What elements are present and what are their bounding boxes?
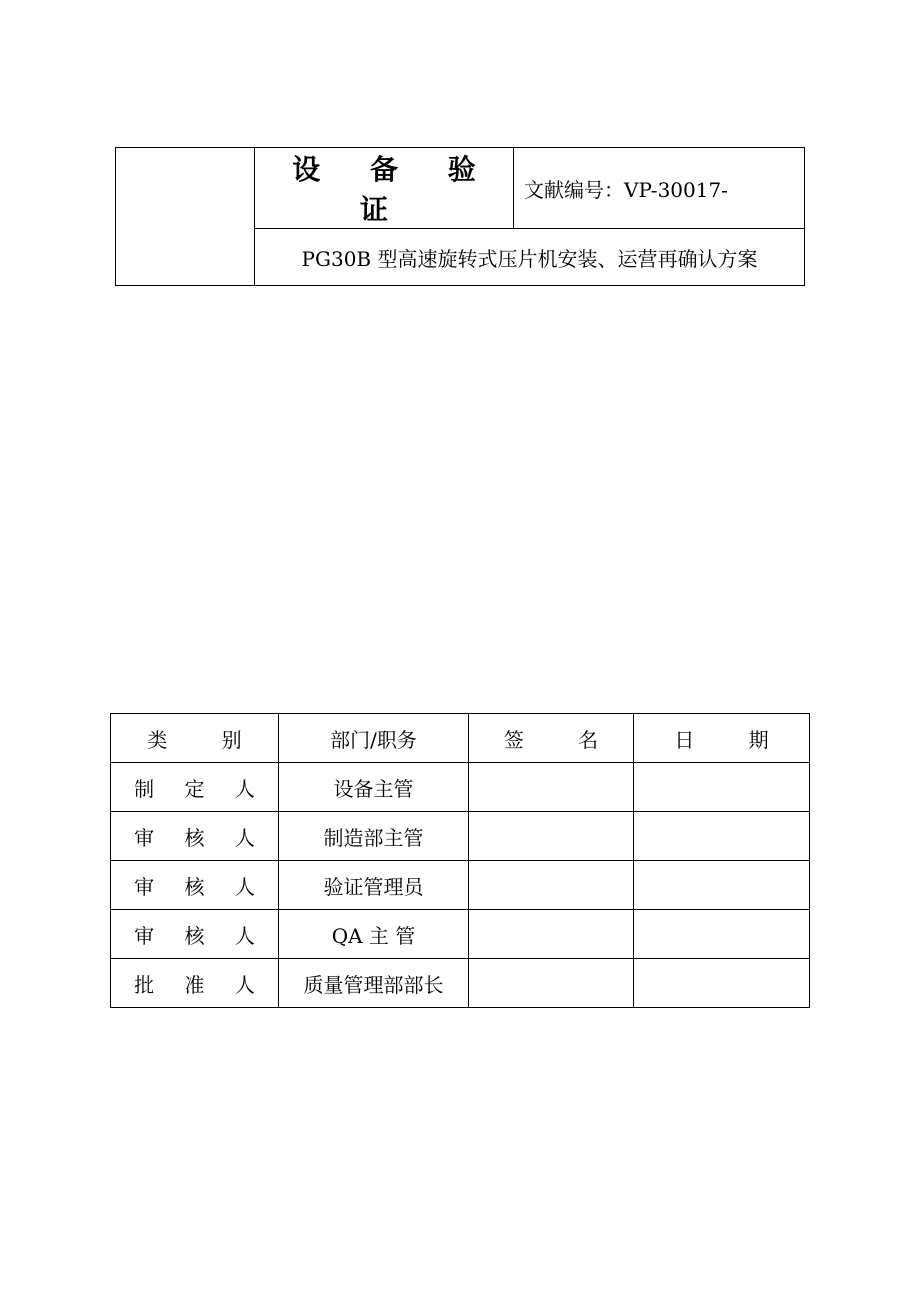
table-header-row bbox=[111, 714, 810, 763]
document-header bbox=[115, 147, 805, 286]
row-department: 验证管理员 bbox=[279, 861, 469, 910]
table-row bbox=[111, 812, 810, 861]
row-category: 制 定 人 bbox=[111, 763, 279, 812]
signature-cell[interactable] bbox=[469, 812, 634, 861]
header-category: 类 别 bbox=[111, 714, 279, 763]
row-department: 制造部主管 bbox=[279, 812, 469, 861]
logo-cell bbox=[116, 148, 255, 286]
table-row bbox=[111, 959, 810, 1008]
date-cell[interactable] bbox=[634, 910, 810, 959]
approval-table bbox=[110, 713, 810, 1008]
row-category: 审 核 人 bbox=[111, 812, 279, 861]
date-cell[interactable] bbox=[634, 812, 810, 861]
document-subtitle: PG30B 型高速旋转式压片机安装、运营再确认方案 bbox=[255, 229, 805, 286]
row-category: 审 核 人 bbox=[111, 861, 279, 910]
signature-cell[interactable] bbox=[469, 959, 634, 1008]
signature-cell[interactable] bbox=[469, 861, 634, 910]
table-row bbox=[111, 910, 810, 959]
signature-cell[interactable] bbox=[469, 763, 634, 812]
row-department: 质量管理部部长 bbox=[279, 959, 469, 1008]
table-row bbox=[111, 861, 810, 910]
header-signature: 签 名 bbox=[469, 714, 634, 763]
row-department: 设备主管 bbox=[279, 763, 469, 812]
row-department: QA 主 管 bbox=[279, 910, 469, 959]
header-date: 日 期 bbox=[634, 714, 810, 763]
date-cell[interactable] bbox=[634, 861, 810, 910]
date-cell[interactable] bbox=[634, 959, 810, 1008]
header-department: 部门/职务 bbox=[279, 714, 469, 763]
row-category: 批 准 人 bbox=[111, 959, 279, 1008]
row-category: 审 核 人 bbox=[111, 910, 279, 959]
document-title: 设 备 验 证 bbox=[255, 148, 514, 229]
document-number: 文献编号：VP-30017- bbox=[514, 148, 805, 229]
date-cell[interactable] bbox=[634, 763, 810, 812]
signature-cell[interactable] bbox=[469, 910, 634, 959]
table-row bbox=[111, 763, 810, 812]
